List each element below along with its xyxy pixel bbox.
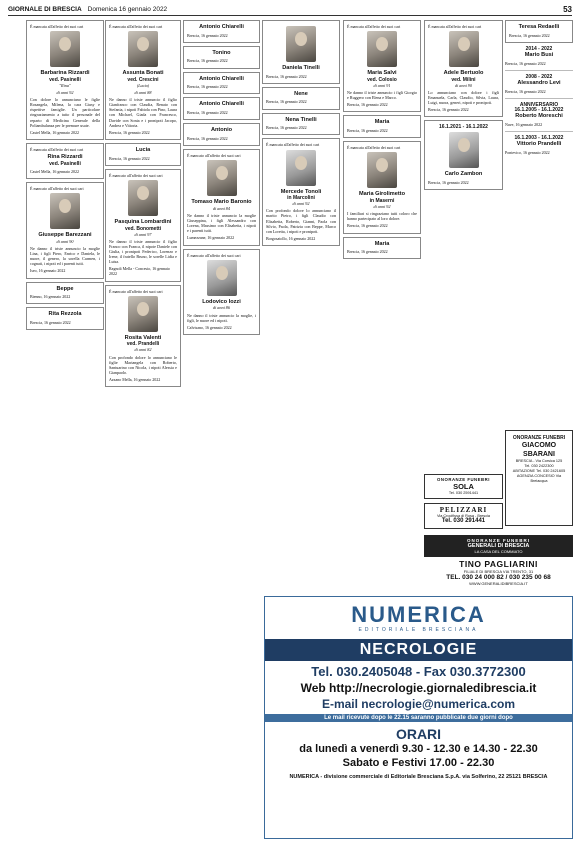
obituary-notice: [262, 87, 340, 110]
ad-title: ONORANZE FUNEBRI: [467, 538, 530, 543]
deceased-name: Nena Tinelli: [285, 116, 317, 123]
necrologie-phone: Tel. 030.2405048 - Fax 030.3772300: [311, 664, 526, 679]
portrait-photo: [286, 26, 316, 62]
obituary-notice: [26, 143, 104, 179]
deceased-subtitle: ved. Bonometti: [124, 225, 162, 232]
deceased-name: Antonio Chiarelli: [199, 75, 244, 82]
deceased-name: Pasquina Lombardini: [114, 218, 172, 225]
notice-text: Ne danno il triste annuncio il figlio Franco con Franca, il nipote Daniele con Giulia, i pronipoti Federico, Lorenzo e Irene, il fratello Bruno, le sorelle Lidia e Luisa.: [109, 238, 177, 265]
funeral-home-ad-sbarani: [505, 430, 573, 526]
notice-intro: È mancato all'affetto dei suoi cari: [187, 252, 241, 258]
anniversary-dates: 16.1.2021 - 16.1.2022: [439, 124, 488, 131]
obituary-notice: [262, 20, 340, 84]
deceased-name: Maria Girolimetto: [358, 191, 405, 198]
deceased-name: Rina Rizzardi: [47, 154, 83, 161]
deceased-name: Carlo Zambon: [444, 171, 483, 178]
obituary-notice: [183, 46, 260, 69]
portrait-photo: [128, 31, 158, 67]
necrologie-footer: NUMERICA - divisione commerciale di Editoriale Bresciana S.p.A. via Solferino, 22 25121 BRESCIA: [289, 774, 548, 780]
deceased-name: Adele Bertuolo: [443, 70, 484, 77]
page-header: [8, 4, 572, 16]
column-1: [26, 20, 104, 835]
orari-weekend: Sabato e Festivi 17.00 - 22.30: [342, 757, 495, 769]
column-5: [343, 20, 421, 590]
deceased-name: Teresa Redaelli: [518, 24, 560, 30]
deceased-name: Rosita Valenti: [124, 334, 162, 341]
obituary-notice: [262, 138, 340, 246]
obituary-notice: [183, 72, 260, 95]
deceased-age: di anni 91: [373, 82, 391, 88]
deceased-subtitle: in Maserni: [369, 197, 395, 204]
portrait-photo: [286, 150, 316, 186]
notice-sign: Brescia, 16 gennaio 2022: [266, 73, 307, 79]
anniversary-dates: 2008 - 2022: [525, 73, 553, 80]
notice-sign: Brescia, 16 gennaio 2022: [187, 109, 228, 115]
ad-address: FILIALE DI BRESCIA VIA TRENTO, 31: [463, 569, 534, 574]
notice-sign: Iseo, 16 gennaio 2022: [30, 268, 66, 274]
obituary-notice: [183, 20, 260, 43]
funeral-home-ad-generali: [424, 535, 573, 588]
deceased-age: di anni 86: [213, 305, 230, 311]
ad-phone: Tel. 030 2422300: [524, 464, 554, 468]
portrait-photo: [449, 132, 479, 168]
ad-phone: Tel. 030 2591441: [448, 491, 479, 495]
numerica-logo: NUMERICA: [351, 602, 486, 627]
deceased-nickname: (Lucia): [136, 82, 150, 88]
notice-text: Ne danno il triste annuncio il figlio Gianfranco con Claudia, Renato con Stefania, i nipoti Fabiola con Pino, Laura con Michael, Giada con Francesco, Davide con Sonia e i pronipoti Jacopo, Andrea e Vittoria.: [109, 97, 177, 128]
notice-sign: Bienno, 16 gennaio 2022: [30, 294, 71, 300]
notice-sign: Brescia, 16 gennaio 2022: [266, 125, 307, 131]
notice-sign: Azzano Mella, 16 gennaio 2022: [109, 377, 161, 383]
obituary-notice: [505, 20, 573, 43]
deceased-name: Barbarina Rizzardi: [40, 70, 90, 77]
anniversary-notice: [505, 47, 573, 66]
deceased-name: Mario Busi: [524, 52, 554, 58]
notice-sign: Borgosatollo, 16 gennaio 2022: [266, 235, 316, 241]
deceased-name: Alessandro Levi: [517, 80, 561, 86]
portrait-photo: [367, 152, 397, 188]
obituary-notice: [262, 113, 340, 136]
notice-text: Ne danno il triste annuncio i figli Giorgio e Ruggero con Elena e Marco.: [347, 90, 417, 101]
deceased-subtitle: ved. Pasinelli: [49, 76, 81, 83]
deceased-age: di anni 90: [455, 82, 472, 88]
notice-sign: Calvisano, 16 gennaio 2022: [187, 324, 232, 330]
notice-sign: Nave, 16 gennaio 2022: [505, 121, 543, 127]
portrait-photo: [128, 180, 158, 216]
notice-sign: Brescia, 16 gennaio 2022: [30, 319, 71, 325]
ad-phone-home: ABITAZIONE Tel. 030 2421605: [512, 469, 566, 473]
deceased-name: Daniela Tinelli: [282, 65, 320, 71]
funeral-home-ad-sola: [424, 474, 503, 499]
notice-intro: È mancato all'affetto dei suoi cari: [187, 152, 241, 158]
notice-sign: Brescia, 16 gennaio 2022: [187, 58, 228, 64]
notice-intro: È mancata all'affetto dei suoi cari: [109, 24, 163, 29]
obituary-notice: [343, 141, 421, 233]
obituary-notice: [26, 307, 104, 330]
obituary-notice: [26, 182, 104, 279]
deceased-name: Antonio: [210, 127, 233, 134]
notice-sign: Brescia, 16 gennaio 2022: [187, 84, 228, 90]
ad-phone: Tel. 030 291441: [441, 518, 486, 524]
obituary-notice: [183, 249, 260, 335]
notice-sign: Castel Mella, 16 gennaio 2022: [30, 168, 79, 174]
obituary-notice: [424, 20, 503, 117]
ad-title: ONORANZE FUNEBRI: [512, 435, 566, 441]
ad-address: Via Crocifissa di Rosa - Brescia: [436, 514, 491, 518]
notice-sign: Ragnoli Mella - Concesio, 16 gennaio 2022: [109, 266, 170, 277]
orari-heading: ORARI: [395, 726, 442, 742]
necrologie-note: Le mail ricevute dopo le 22.15 saranno pubblicate due giorni dopo: [265, 714, 572, 722]
notice-text: I familiari si ringraziano tutti coloro che hanno partecipato al loro dolore.: [347, 211, 417, 222]
notice-text: Con profondo dolore lo annunciano le figlie Mariangela con Roberto, Santuarino con Nicola, i nipoti Alessia e Gianpaolo.: [109, 354, 177, 375]
deceased-subtitle: ved. Milini: [451, 76, 476, 83]
deceased-age: di anni 88: [134, 90, 152, 95]
obituary-notice: [105, 169, 181, 282]
deceased-subtitle: ved. Prandelli: [126, 341, 160, 348]
ad-brand: PELIZZARI: [439, 506, 488, 514]
divider: [505, 70, 573, 71]
notice-sign: Brescia, 16 gennaio 2022: [266, 99, 307, 105]
deceased-name: Tomaso Mario Baronio: [191, 199, 252, 206]
ad-brand: SOLA: [453, 482, 474, 491]
deceased-nickname: "Rina": [59, 82, 71, 88]
column-3: [183, 20, 260, 835]
deceased-name: Lucia: [135, 146, 151, 153]
deceased-age: di anni 92: [292, 201, 310, 207]
anniversary-dates: 16.1.2003 - 16.1.2022: [514, 135, 564, 141]
portrait-photo: [367, 31, 397, 67]
publication-name: GIORNALE DI BRESCIA: [8, 6, 82, 13]
page-number: 53: [563, 5, 572, 14]
necrologie-heading: NECROLOGIE: [265, 639, 572, 661]
notice-sign: Brescia, 16 gennaio 2022: [187, 135, 228, 141]
notice-sign: Brescia, 16 gennaio 2022: [505, 60, 546, 66]
divider: [505, 131, 573, 132]
deceased-name: Maria Salvi: [367, 70, 397, 77]
notice-intro: È mancata all'affetto dei suoi cari: [347, 145, 401, 151]
notice-text: Ne danno il triste annuncio la moglie, i figli, le nuore ed i nipoti.: [187, 312, 256, 323]
notice-sign: Brescia, 16 gennaio 2022: [347, 249, 388, 255]
ad-website: WWW.GENERALIDIBRESCIA.IT: [469, 581, 528, 586]
deceased-age: di anni 90: [56, 238, 74, 244]
deceased-subtitle: ved. Colosio: [367, 76, 397, 83]
deceased-name: Nene: [294, 90, 308, 97]
notice-intro: È mancato all'affetto dei suoi cari: [30, 185, 84, 191]
deceased-name: Maria: [374, 240, 390, 247]
notice-sign: Brescia, 16 gennaio 2022: [187, 32, 228, 38]
necrologie-email[interactable]: E-mail necrologie@numerica.com: [321, 697, 516, 711]
ad-address: BRESCIA - Via Corsica 125: [515, 459, 563, 463]
divider: [505, 98, 573, 99]
ad-agency: AGENZIA CONCESIO Via Breiacqua: [516, 474, 562, 483]
anniversary-dates: 16.1.2005 - 16.1.2022: [514, 107, 564, 113]
obituary-notice: [183, 149, 260, 246]
obituary-notice: [183, 97, 260, 120]
notice-sign: Lumezzane, 16 gennaio 2022: [187, 235, 235, 241]
notice-sign: Brescia, 16 gennaio 2022: [505, 88, 546, 94]
notice-intro: È mancata all'affetto dei suoi cari: [30, 24, 84, 29]
obituary-notice: [183, 123, 260, 146]
notice-intro: È mancata all'affetto dei suoi cari: [428, 24, 482, 29]
anniversary-notice: [505, 136, 573, 155]
deceased-name: Tonino: [212, 49, 231, 56]
notice-intro: È mancato all'affetto dei suoi cari: [109, 172, 163, 178]
notice-sign: Brescia, 16 gennaio 2022: [347, 102, 388, 108]
column-4: [262, 20, 340, 590]
notice-sign: Brescia, 16 gennaio 2022: [428, 180, 469, 186]
portrait-photo: [449, 31, 479, 67]
notice-sign: Brescia, 16 gennaio 2022: [347, 127, 388, 133]
notice-sign: Brescia, 16 gennaio 2022: [109, 155, 150, 161]
numerica-logo-subtitle: EDITORIALE BRESCIANA: [358, 627, 479, 633]
obituary-notice: [105, 285, 181, 388]
deceased-name: Beppe: [56, 285, 74, 292]
orari-weekdays: da lunedì a venerdì 9.30 - 12.30 e 14.30 - 22.30: [299, 743, 538, 755]
obituary-notice: [105, 20, 181, 140]
deceased-name: Giuseppe Barezzani: [38, 232, 92, 239]
deceased-age: di anni 97: [134, 231, 152, 237]
notice-sign: Brescia, 16 gennaio 2022: [509, 32, 550, 38]
notice-intro: È mancata all'affetto dei suoi cari: [266, 142, 320, 148]
necrologie-web[interactable]: Web http://necrologie.giornaledibrescia.it: [300, 681, 537, 695]
deceased-subtitle: ved. Pasinelli: [49, 160, 81, 167]
obituary-notice: [343, 115, 421, 138]
portrait-photo: [50, 193, 80, 229]
deceased-age: di anni 82: [134, 347, 152, 353]
anniversary-notice: [424, 120, 503, 190]
deceased-name: Rita Rezzola: [48, 311, 82, 318]
notice-intro: È mancato all'affetto dei suoi cari: [109, 288, 163, 294]
deceased-name: Assunta Bonati: [122, 70, 164, 77]
portrait-photo: [128, 296, 158, 332]
column-2: [105, 20, 181, 835]
ad-phone: TEL. 030 24 000 82 / 030 235 00 68: [446, 574, 551, 581]
obituary-notice: [343, 20, 421, 112]
notice-text: Con dolore lo annunciano le figlie Rosangela, Milena, la cara Giusy e rispettive famiglie. Un particolare ringraziamento a tutto il personale del reparto di Medicina Generale della Poliambulanza per le premure usate.: [30, 97, 100, 128]
column-7: [505, 20, 573, 440]
obituary-notice: [26, 20, 104, 140]
ad-brand: GENERALI DI BRESCIA: [467, 543, 530, 549]
deceased-subtitle: in Marcolini: [287, 195, 315, 202]
anniversary-title: ANNIVERSARIO: [519, 101, 559, 108]
deceased-age: di anni 84: [213, 205, 230, 211]
obituary-notice: [26, 282, 104, 305]
deceased-name: Mercede Tonoli: [280, 188, 322, 195]
portrait-photo: [207, 160, 237, 196]
portrait-photo: [50, 31, 80, 67]
notice-text: Con profondo dolore lo annunciano il marito Pietro, i figli Claudio con Elisabetta, Roberto, Gianni, Paola con Silvio, Paola, Patrizia con Beppe, Marco con Loretta, i nipoti e pronipoti.: [266, 208, 336, 234]
notice-sign: Brescia, 16 gennaio 2022: [347, 223, 388, 229]
anniversary-notice: [505, 103, 573, 127]
column-6: [424, 20, 503, 470]
portrait-photo: [207, 260, 237, 296]
notice-text: Ne danno il triste annuncio la moglie Giuseppina, i figli Alessandro con Lorena, Massimo con Elisabetta, i nipoti e i parenti tutti.: [187, 212, 256, 234]
anniversary-dates: 2014 - 2022: [525, 45, 553, 52]
notice-sign: Pontevico, 16 gennaio 2022: [505, 149, 550, 155]
deceased-name: Lodovico Iozzi: [202, 298, 241, 305]
notice-intro: È mancata all'affetto dei suoi cari: [347, 24, 401, 29]
issue-date: Domenica 16 gennaio 2022: [87, 6, 168, 13]
obituary-notice: [343, 237, 421, 260]
funeral-home-ad-pelizzari: [424, 503, 503, 529]
deceased-name: Vittorio Prandelli: [516, 141, 562, 148]
notice-text: Lo annunciano con dolore i figli Emanuela, Carla, Claudio, Silvia, Laura, Luigi, nuora, generi, nipoti e pronipoti.: [428, 90, 499, 106]
notice-sign: Brescia, 16 gennaio 2022: [428, 107, 469, 113]
notice-intro: È mancata all'affetto dei suoi cari: [30, 146, 84, 152]
deceased-subtitle: ved. Crescini: [127, 76, 159, 83]
deceased-age: di anni 92: [373, 203, 391, 209]
ad-title: ONORANZE FUNEBRI: [437, 477, 490, 482]
ad-brand: GIACOMO SBARANI: [521, 442, 557, 458]
deceased-name: Antonio Chiarelli: [199, 101, 244, 108]
necrologie-service-ad: [264, 596, 573, 839]
notice-sign: Castel Mella, 16 gennaio 2022: [30, 129, 79, 135]
ad-name: TINO PAGLIARINI: [459, 559, 538, 569]
obituary-notice: [105, 143, 181, 166]
anniversary-notice: [505, 75, 573, 94]
ad-tagline: LA CASA DEL COMMIATO: [474, 549, 523, 554]
notice-sign: Brescia, 16 gennaio 2022: [109, 129, 150, 135]
notice-text: Ne danno il triste annuncio la moglie Lina, i figli Piero, Enrico e Daniela, le nuore, il genero, la sorella Carmen, i cognati, i nipoti ed i parenti tutti.: [30, 245, 100, 267]
deceased-name: Roberto Moreschi: [515, 113, 563, 120]
deceased-name: Maria: [374, 119, 390, 126]
ad-band: [424, 557, 573, 588]
deceased-age: di anni 92: [56, 90, 74, 95]
deceased-name: Antonio Chiarelli: [199, 24, 244, 30]
